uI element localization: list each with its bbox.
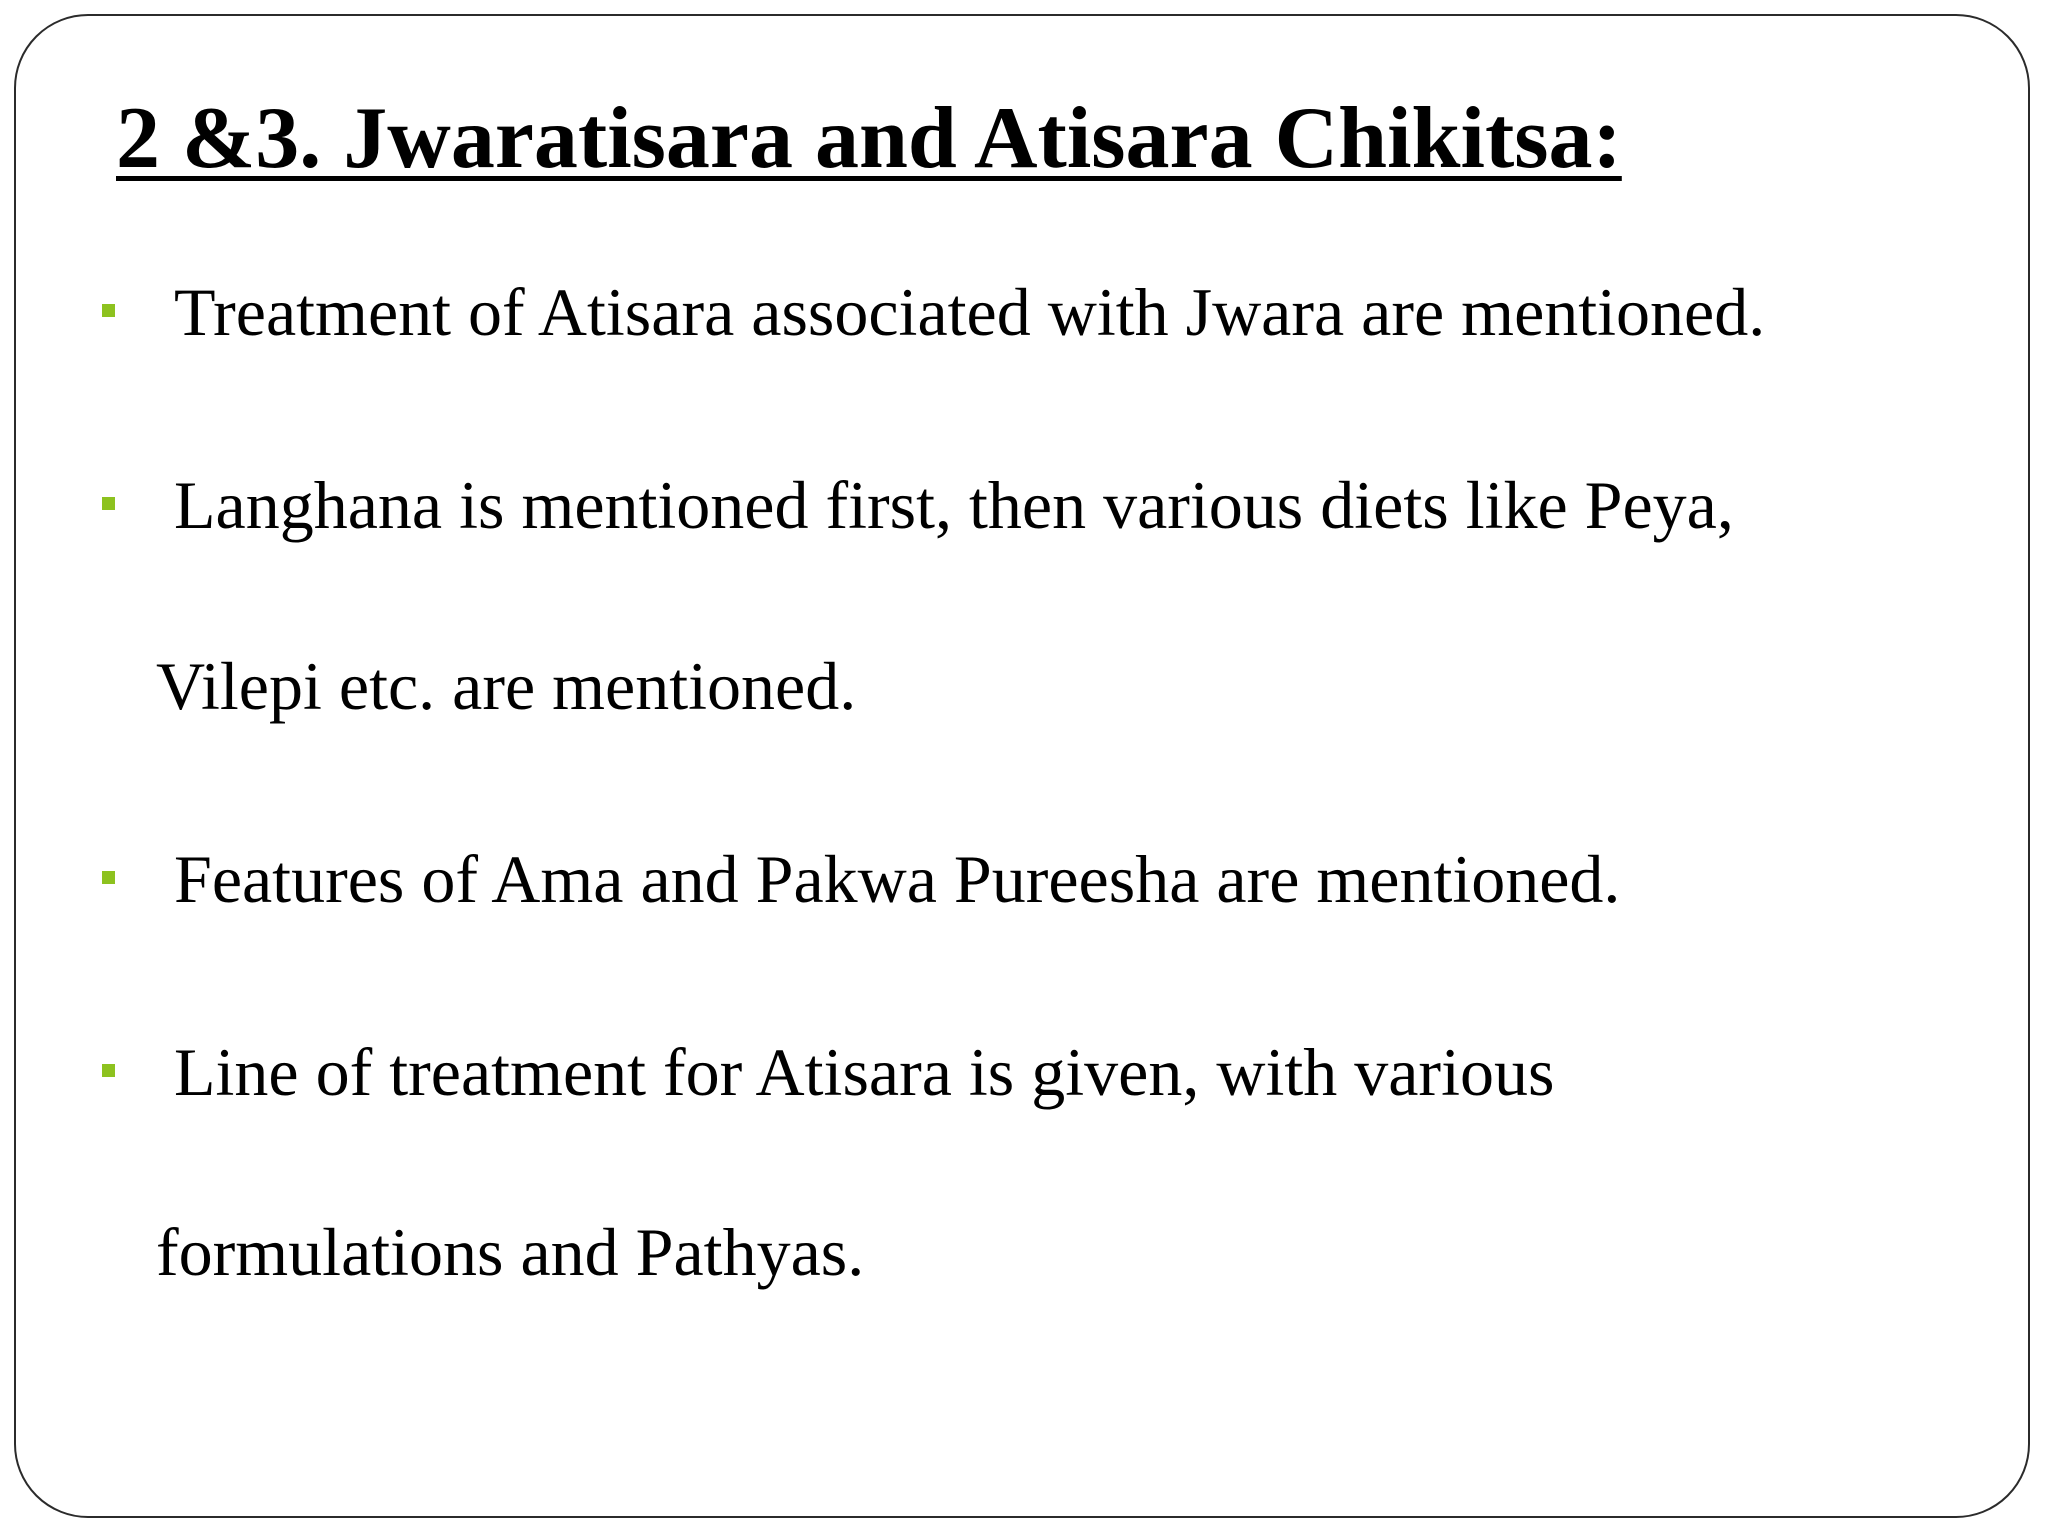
bullet-text-line: Line of treatment for Atisara is given, with various	[174, 1034, 1555, 1110]
square-bullet-icon	[102, 304, 115, 317]
bullet-text-line: Features of Ama and Pakwa Pureesha are mentioned.	[174, 841, 1621, 917]
square-bullet-icon	[102, 1064, 115, 1077]
bullet-text-line: formulations and Pathyas.	[156, 1214, 865, 1290]
slide-frame	[14, 14, 2030, 1518]
bullet-text-line: Langhana is mentioned first, then various diets like Peya,	[174, 467, 1734, 543]
square-bullet-icon	[102, 497, 115, 510]
bullet-text-line: Treatment of Atisara associated with Jwara are mentioned.	[174, 274, 1766, 350]
slide-title: 2 &3. Jwaratisara and Atisara Chikitsa:	[116, 90, 1622, 187]
square-bullet-icon	[102, 871, 115, 884]
bullet-text-line: Vilepi etc. are mentioned.	[156, 648, 857, 724]
